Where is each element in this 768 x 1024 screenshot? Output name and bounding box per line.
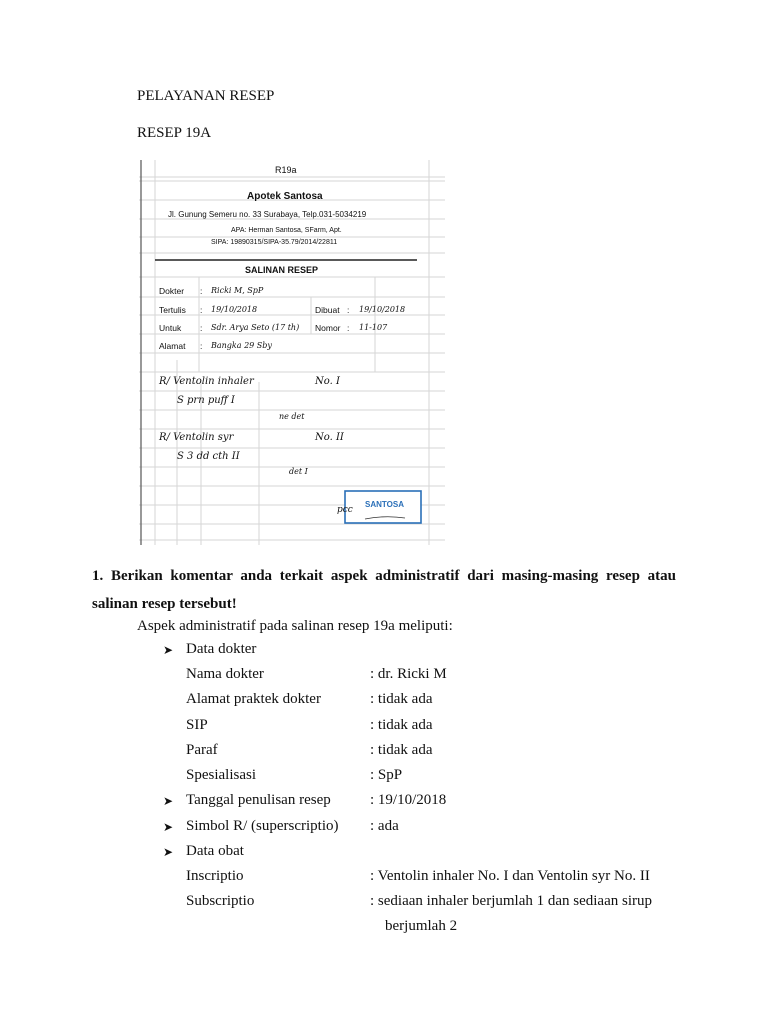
nomor-value: 11-107 [359,323,388,332]
stamp-text: SANTOSA [365,500,404,509]
row-value: : tidak ada [370,717,433,733]
rx-item-2-qty: No. II [315,432,344,443]
dibuat-value: 19/10/2018 [359,305,406,314]
bullet-simbol-label: Simbol R/ (superscriptio) [186,818,339,834]
pcc-mark: pcc [337,505,353,515]
bullet-tanggal-label: Tanggal penulisan resep [186,792,331,808]
alamat-value: Bangka 29 Sby [211,341,272,350]
dokter-value: Ricki M, SpP [211,286,264,295]
bullet-arrow-icon: ➤ [163,820,174,834]
bullet-arrow-icon: ➤ [163,794,174,808]
row-label: Subscriptio [186,893,255,909]
doc-subtitle: RESEP 19A [137,125,212,141]
row-value: : dr. Ricki M [370,666,447,682]
prescription-copy-image [139,160,445,545]
field-colon: : [200,323,203,333]
nomor-label: Nomor [315,323,341,333]
section-title: SALINAN RESEP [245,265,319,275]
untuk-label: Untuk [159,323,182,333]
rx-top-label: R19a [275,165,297,175]
bullet-simbol-value: : ada [370,818,399,834]
row-label: Spesialisasi [186,767,256,783]
dokter-label: Dokter [159,286,185,296]
sipa-line: SIPA: 19890315/SIPA-35.79/2014/22811 [211,239,338,246]
dibuat-label: Dibuat [315,305,340,315]
alamat-label: Alamat [159,341,186,351]
pharmacy-address: Jl. Gunung Semeru no. 33 Surabaya, Telp.031-5034219 [168,210,367,219]
row-label: SIP [186,717,208,733]
row-label: Alamat praktek dokter [186,691,321,707]
pharmacy-name: Apotek Santosa [247,191,323,202]
field-colon: : [347,323,350,333]
row-label: Nama dokter [186,666,264,682]
tertulis-value: 19/10/2018 [211,305,258,314]
bullet-data-dokter: Data dokter [186,641,257,657]
row-value: : Ventolin inhaler No. I dan Ventolin syr No. II [370,868,650,884]
question-1: 1. Berikan komentar anda terkait aspek administratif dari masing-masing resep atau salinan resep tersebut! [92,568,676,612]
row-label: Paraf [186,742,218,758]
row-value: : SpP [370,767,403,783]
field-colon: : [200,305,203,315]
field-colon: : [347,305,350,315]
bullet-data-obat: Data obat [186,843,244,859]
rx-item-2-signa: S 3 dd cth II [177,451,240,462]
bullet-arrow-icon: ➤ [163,643,174,657]
untuk-value: Sdr. Arya Seto (17 th) [211,323,300,332]
rx-item-1-name: R/ Ventolin inhaler [159,376,254,387]
row-value: : tidak ada [370,691,433,707]
row-label: Inscriptio [186,868,244,884]
rx-item-2-name: R/ Ventolin syr [159,432,234,443]
field-colon: : [200,286,203,296]
apa-line: APA: Herman Santosa, SFarm, Apt. [231,227,342,234]
doc-title: PELAYANAN RESEP [137,88,275,104]
rx-item-1-note: ne det [279,412,305,421]
field-colon: : [200,341,203,351]
rx-item-1-signa: S prn puff I [177,395,235,406]
row-value: : tidak ada [370,742,433,758]
answer-intro: Aspek administratif pada salinan resep 19a meliputi: [137,618,453,634]
row-value: : sediaan inhaler berjumlah 1 dan sediaan sirup [370,893,652,909]
subscriptio-continuation: berjumlah 2 [385,918,458,934]
rx-item-1-qty: No. I [315,376,340,387]
bullet-tanggal-value: : 19/10/2018 [370,792,447,808]
tertulis-label: Tertulis [159,305,186,315]
bullet-arrow-icon: ➤ [163,845,174,859]
rx-item-2-note: det I [289,467,308,476]
